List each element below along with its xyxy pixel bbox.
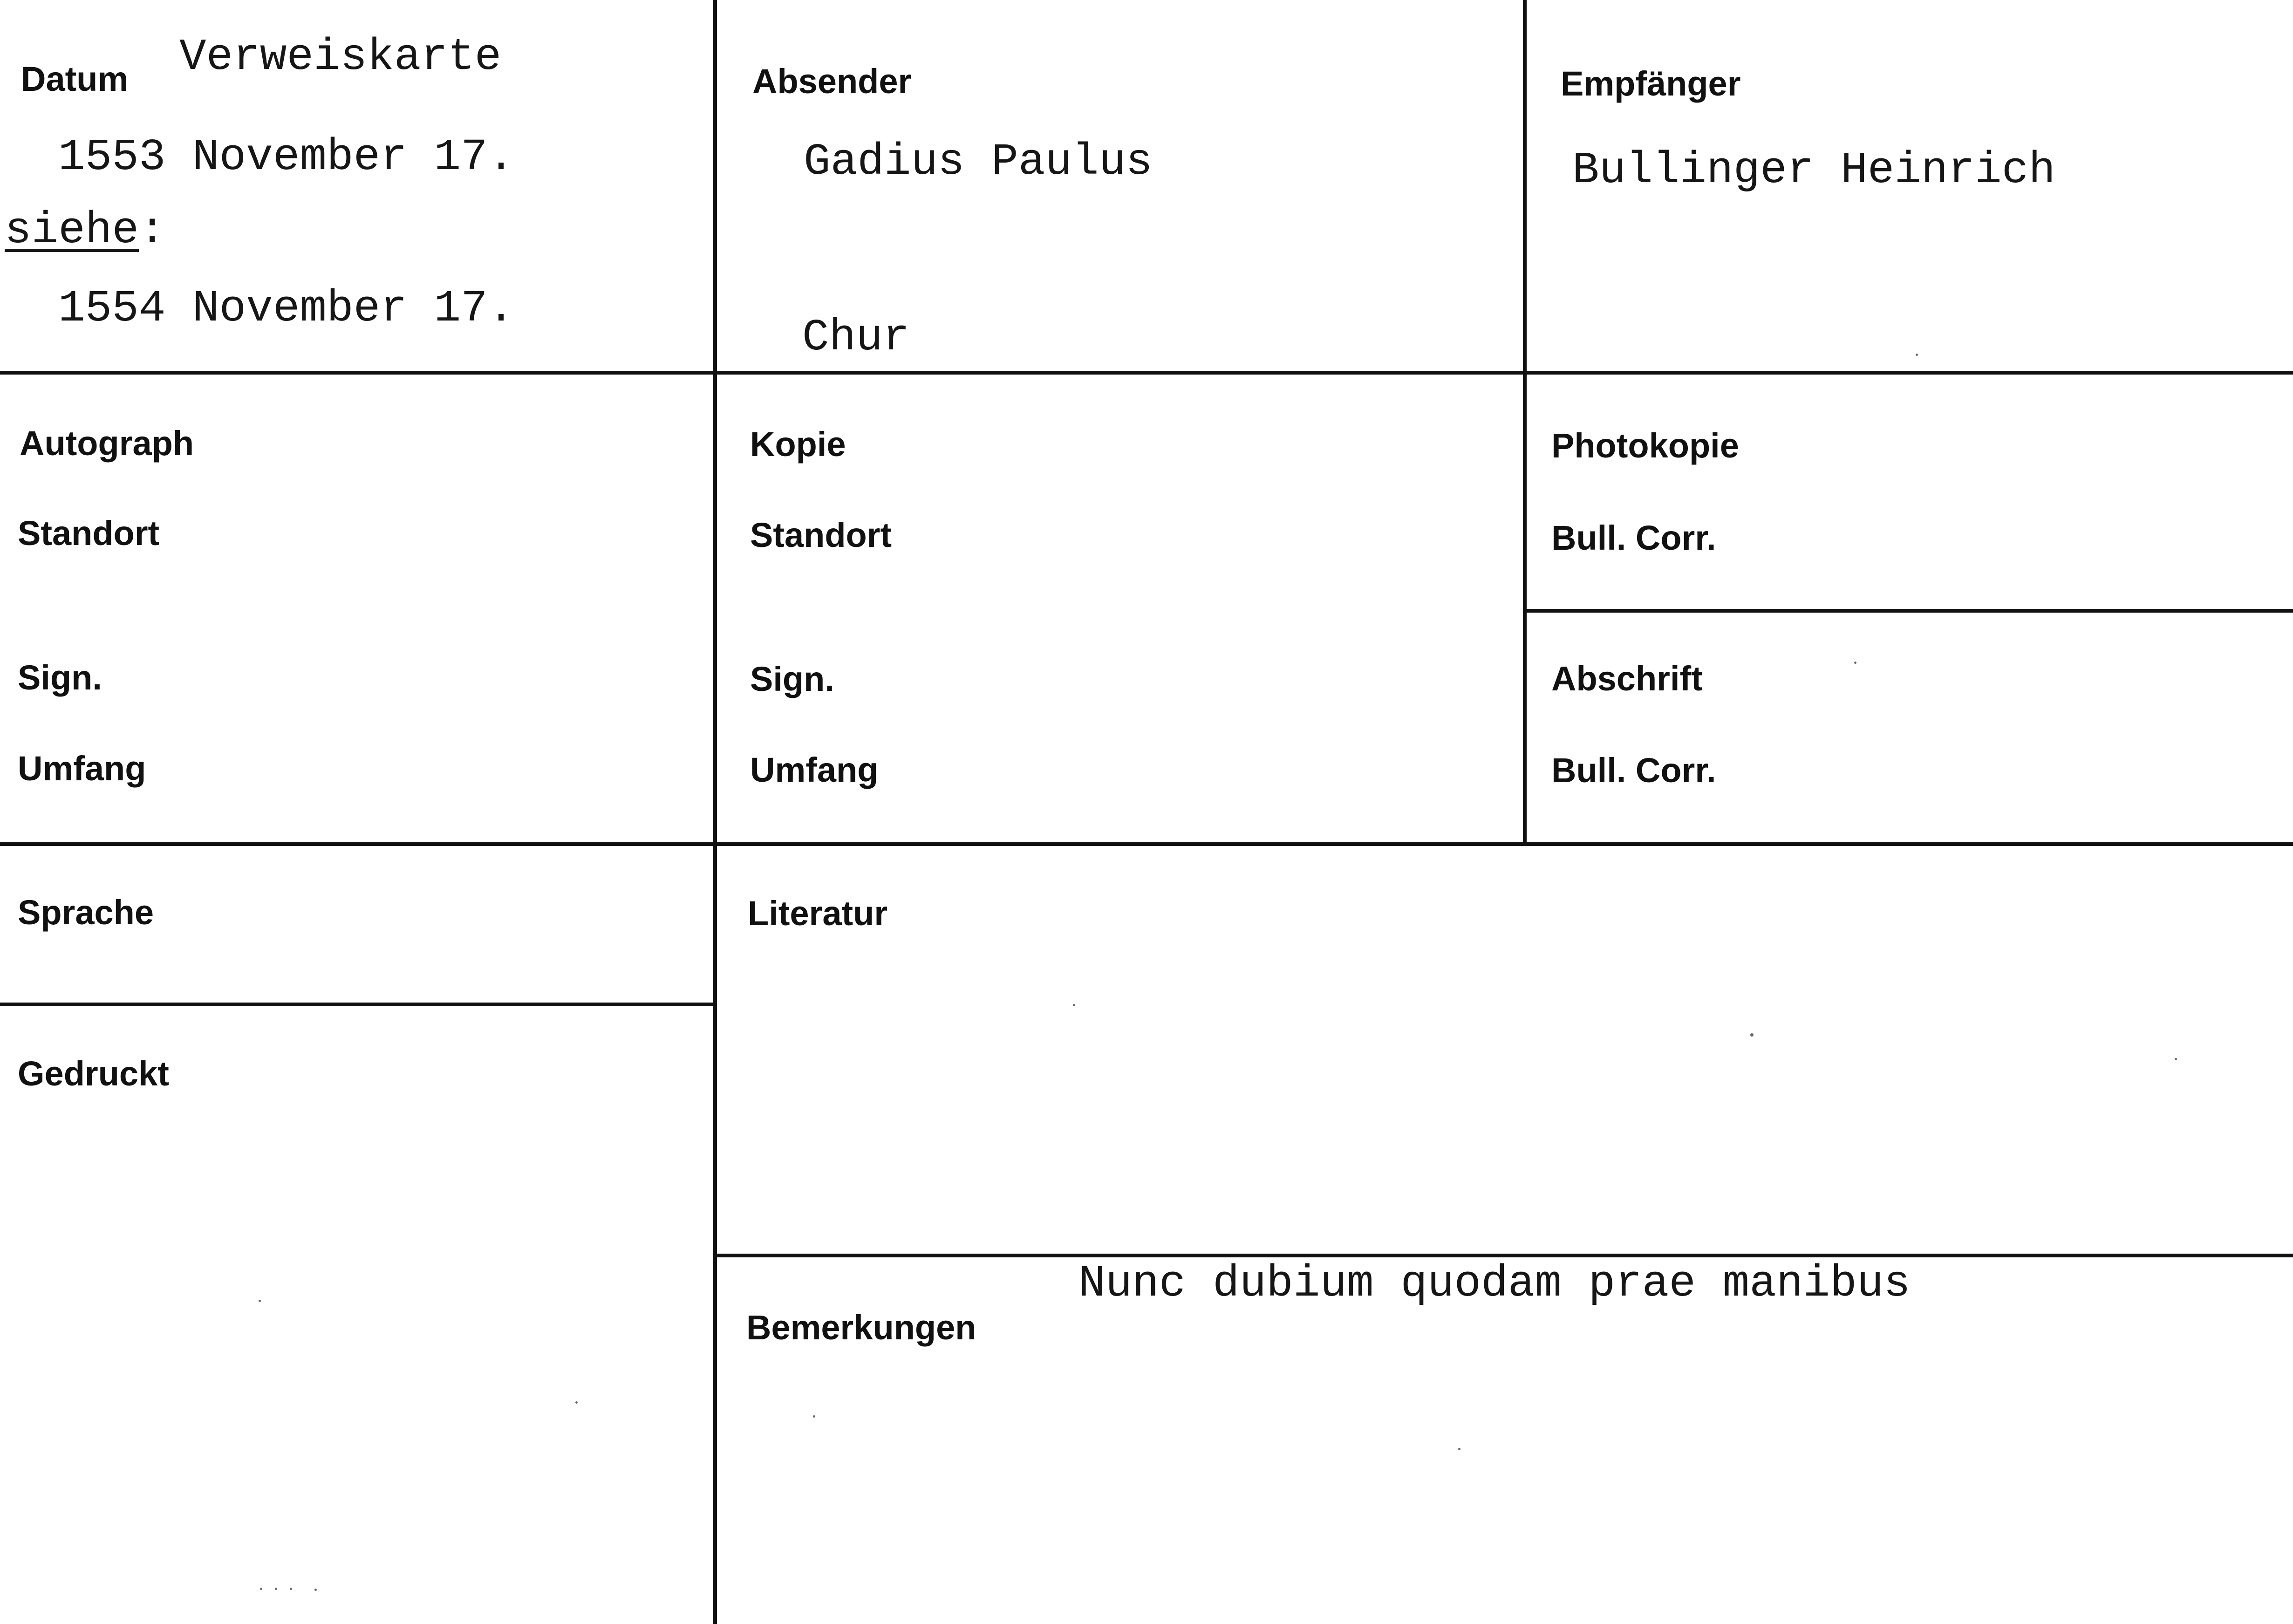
- scan-speck: [1750, 1033, 1754, 1037]
- divider-sprache-gedruckt: [0, 1003, 713, 1006]
- divider-photokopie-abschrift: [1523, 609, 2293, 613]
- bemerkungen-label: Bemerkungen: [746, 1308, 976, 1347]
- kopie-sign-label: Sign.: [750, 660, 834, 698]
- scan-speck: [575, 1401, 578, 1404]
- sender-name-value: Gadius Paulus: [804, 136, 1153, 187]
- autograph-standort-label: Standort: [18, 514, 160, 553]
- kopie-label: Kopie: [750, 425, 846, 464]
- scan-speck: [275, 1588, 277, 1590]
- autograph-label: Autograph: [20, 424, 194, 463]
- scan-speck: [290, 1588, 292, 1590]
- divider-literatur-bemerkungen: [713, 1254, 2293, 1257]
- card-type-text: Verweiskarte: [179, 32, 502, 82]
- empfaenger-label: Empfänger: [1561, 64, 1741, 103]
- divider-vertical-2: [1523, 0, 1527, 846]
- see-reference: [5, 205, 166, 256]
- recipient-value: Bullinger Heinrich: [1572, 145, 2055, 196]
- see-word: siehe: [5, 205, 139, 256]
- autograph-sign-label: Sign.: [18, 658, 102, 697]
- photokopie-value: Bull. Corr.: [1551, 519, 1716, 557]
- scan-speck: [1073, 1004, 1075, 1006]
- divider-row-1: [0, 371, 2293, 375]
- autograph-umfang-label: Umfang: [18, 749, 146, 788]
- see-colon: :: [139, 205, 166, 256]
- sender-place-value: Chur: [802, 312, 910, 363]
- abschrift-label: Abschrift: [1551, 659, 1703, 698]
- scan-speck: [1854, 662, 1856, 664]
- kopie-standort-label: Standort: [750, 516, 892, 554]
- scan-speck: [1458, 1448, 1460, 1450]
- datum-label: Datum: [21, 60, 129, 98]
- referenced-date-value: 1554 November 17.: [58, 283, 515, 334]
- scan-speck: [2175, 1058, 2177, 1060]
- abschrift-value: Bull. Corr.: [1551, 751, 1716, 790]
- remark-value: Nunc dubium quodam prae manibus: [1078, 1258, 1911, 1309]
- absender-label: Absender: [752, 62, 912, 101]
- divider-row-2: [0, 842, 2293, 846]
- scan-speck: [1916, 354, 1918, 356]
- divider-vertical-1: [713, 0, 717, 1624]
- kopie-umfang-label: Umfang: [750, 751, 879, 789]
- scan-speck: [813, 1415, 815, 1418]
- scan-speck: [260, 1588, 262, 1590]
- sprache-label: Sprache: [18, 893, 154, 932]
- photokopie-label: Photokopie: [1551, 426, 1739, 465]
- gedruckt-label: Gedruckt: [18, 1054, 169, 1093]
- scan-speck: [259, 1300, 261, 1302]
- literatur-label: Literatur: [748, 894, 888, 933]
- scan-speck: [314, 1589, 317, 1591]
- date-value: 1553 November 17.: [58, 132, 515, 183]
